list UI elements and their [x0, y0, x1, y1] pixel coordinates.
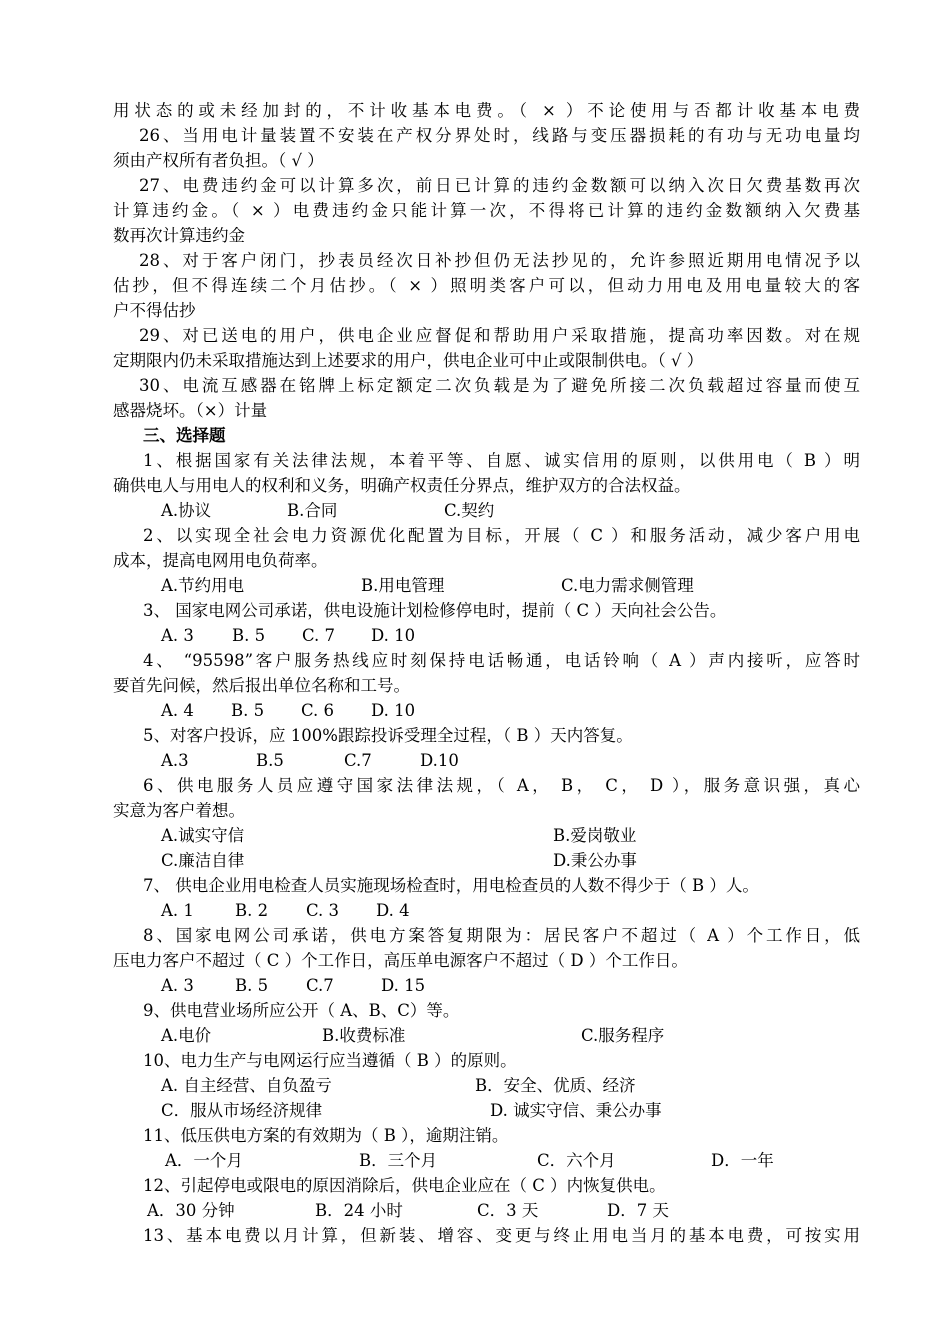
option-c: C.7: [306, 976, 334, 995]
question-7: 7、 供电企业用电检查人员实施现场检查时，用电检查员的人数不得少于（ B ）人。: [143, 876, 759, 895]
option-b: B. 5: [231, 701, 265, 720]
options-q11: [113, 1148, 860, 1173]
option-b: B．24 小时: [315, 1201, 403, 1220]
question-1: 1、根据国家有关法律法规，本着平等、自愿、诚实信用的原则，以供用电（ B ）明: [143, 451, 860, 470]
text-line: 要首先问候，然后报出单位名称和工号。: [113, 676, 410, 695]
option-b: B. 2: [235, 901, 269, 920]
option-b: B．安全、优质、经济: [475, 1076, 636, 1095]
option-c: C.服务程序: [581, 1026, 665, 1045]
question-3: 3、 国家电网公司承诺，供电设施计划检修停电时，提前（ C ）天向社会公告。: [143, 601, 727, 620]
question-5: 5、对客户投诉，应 100%跟踪投诉受理全过程，（ B ）天内答复。: [143, 726, 633, 745]
option-a: A.3: [161, 751, 189, 770]
option-c: C. 6: [301, 701, 335, 720]
option-a: A. 3: [161, 976, 194, 995]
text-line: 估抄，但不得连续二个月估抄。（ × ）照明类客户可以，但动力用电及用电量较大的客: [113, 276, 860, 295]
option-c: C.廉洁自律: [161, 851, 245, 870]
question-11: 11、低压供电方案的有效期为（ B ），逾期注销。: [143, 1126, 509, 1145]
options-q10-row1: [113, 1073, 860, 1098]
options-q1: [113, 498, 860, 523]
option-c: C．3 天: [477, 1201, 539, 1220]
option-a: A. 3: [161, 626, 194, 645]
option-d: D. 诚实守信、秉公办事: [490, 1101, 662, 1120]
question-12: 12、引起停电或限电的原因消除后，供电企业应在（ C ）内恢复供电。: [143, 1176, 666, 1195]
option-d: D.秉公办事: [553, 851, 637, 870]
section-heading: 三、选择题: [143, 426, 226, 445]
question-13: 13、基本电费以月计算，但新装、增容、变更与终止用电当月的基本电费，可按实用: [143, 1226, 860, 1245]
question-8: 8、国家电网公司承诺，供电方案答复期限为：居民客户不超过（ A ）个工作日，低: [143, 926, 860, 945]
option-a: A．30 分钟: [147, 1201, 235, 1220]
option-d: D. 10: [371, 626, 416, 645]
question-4: 4、 “95598”客户服务热线应时刻保持电话畅通，电话铃响（ A ）声内接听，应答时: [143, 651, 860, 670]
question-10: 10、电力生产与电网运行应当遵循（ B ）的原则。: [143, 1051, 517, 1070]
option-a: A.电价: [161, 1026, 212, 1045]
options-q12: [113, 1198, 860, 1223]
option-c: C．服从市场经济规律: [161, 1101, 323, 1120]
question-27: 27、电费违约金可以计算多次，前日已计算的违约金数额可以纳入次日欠费基数再次: [139, 176, 860, 195]
options-q6-row2: [113, 848, 860, 873]
option-b: B．三个月: [359, 1151, 438, 1170]
text-line: 计算违约金。（ × ）电费违约金只能计算一次，不得将已计算的违约金数额纳入欠费基: [113, 201, 860, 220]
option-a: A.节约用电: [161, 576, 245, 595]
options-q4: [113, 698, 860, 723]
text-line: 数再次计算违约金: [113, 226, 245, 245]
option-b: B.合同: [287, 501, 338, 520]
question-6: 6、供电服务人员应遵守国家法律法规，（ A， B， C， D ），服务意识强，真心: [143, 776, 860, 795]
option-b: B. 5: [235, 976, 269, 995]
option-b: B.爱岗敬业: [553, 826, 637, 845]
option-a: A.诚实守信: [161, 826, 245, 845]
text-line: 户不得估抄: [113, 301, 196, 320]
text-line: 用状态的或未经加封的，不计收基本电费。（ × ）不论使用与否都计收基本电费: [113, 101, 860, 120]
option-a: A.协议: [161, 501, 212, 520]
option-b: B.收费标准: [322, 1026, 406, 1045]
option-d: D. 15: [381, 976, 426, 995]
question-26: 26、当用电计量装置不安装在产权分界处时，线路与变压器损耗的有功与无功电量均: [139, 126, 860, 145]
option-a: A．一个月: [165, 1151, 243, 1170]
text-line: 定期限内仍未采取措施达到上述要求的用户，供电企业可中止或限制供电。（ √ ）: [113, 351, 704, 370]
option-c: C．六个月: [537, 1151, 616, 1170]
option-b: B. 5: [232, 626, 266, 645]
text-line: 须由产权所有者负担。（ √ ）: [113, 151, 324, 170]
option-a: A. 4: [161, 701, 194, 720]
text-line: 确供电人与用电人的权利和义务，明确产权责任分界点，维护双方的合法权益。: [113, 476, 691, 495]
option-b: B.用电管理: [361, 576, 445, 595]
option-b: B.5: [256, 751, 284, 770]
question-9: 9、供电营业场所应公开（ A、B、C）等。: [143, 1001, 460, 1020]
option-a: A. 1: [161, 901, 194, 920]
text-line: 实意为客户着想。: [113, 801, 245, 820]
question-2: 2、以实现全社会电力资源优化配置为目标，开展（ C ）和服务活动，减少客户用电: [143, 526, 860, 545]
option-c: C.契约: [444, 501, 495, 520]
text-line: 感器烧坏。（×）计量: [113, 401, 268, 420]
options-q7: [113, 898, 860, 923]
options-q8: [113, 973, 860, 998]
option-d: D. 10: [371, 701, 416, 720]
option-d: D.10: [420, 751, 459, 770]
option-c: C. 7: [302, 626, 336, 645]
option-c: C. 3: [306, 901, 340, 920]
option-c: C.7: [344, 751, 372, 770]
option-c: C.电力需求侧管理: [561, 576, 694, 595]
option-d: D．一年: [711, 1151, 774, 1170]
options-q9: [113, 1023, 860, 1048]
options-q6-row1: [113, 823, 860, 848]
options-q5: [113, 748, 860, 773]
options-q2: [113, 573, 860, 598]
question-30: 30、电流互感器在铭牌上标定额定二次负载是为了避免所接二次负载超过容量而使互: [139, 376, 860, 395]
question-29: 29、对已送电的用户，供电企业应督促和帮助用户采取措施，提高功率因数。对在规: [139, 326, 860, 345]
options-q3: [113, 623, 860, 648]
question-28: 28、对于客户闭门，抄表员经次日补抄但仍无法抄见的，允许参照近期用电情况予以: [139, 251, 860, 270]
text-line: 压电力客户不超过（ C ）个工作日，高压单电源客户不超过（ D ）个工作日。: [113, 951, 688, 970]
option-d: D. 4: [376, 901, 410, 920]
option-a: A. 自主经营、自负盈亏: [161, 1076, 332, 1095]
options-q10-row2: [113, 1098, 860, 1123]
text-line: 成本，提高电网用电负荷率。: [113, 551, 328, 570]
option-d: D．7 天: [607, 1201, 669, 1220]
